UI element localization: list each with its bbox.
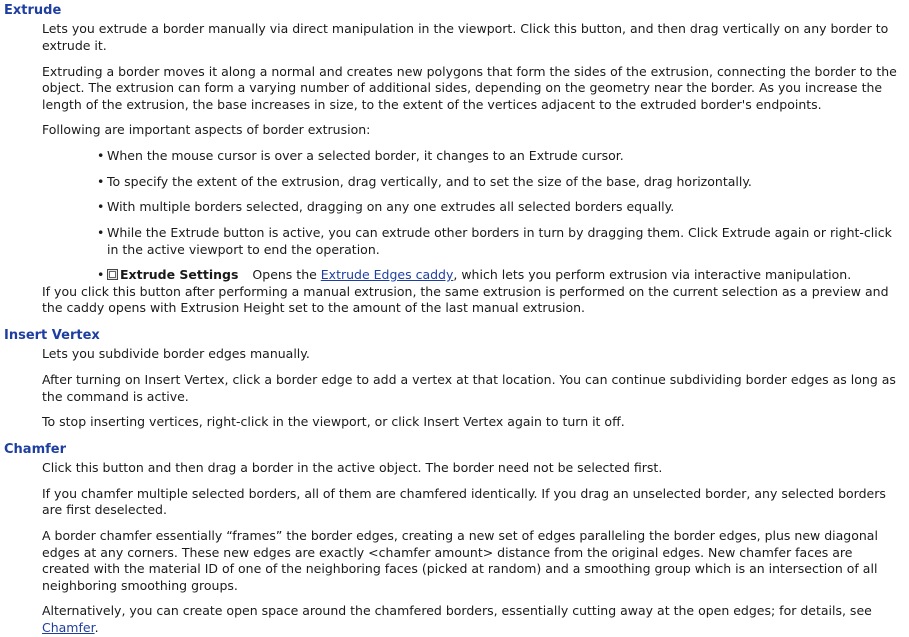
- list-item: [42, 199, 897, 216]
- section-chamfer-content: [42, 460, 897, 637]
- section-insert-vertex: [4, 327, 903, 431]
- list-item-text: To specify the extent of the extrusion, drag vertically, and to set the size of the base, drag horizontally.: [107, 173, 752, 189]
- section-extrude-content: [42, 21, 897, 317]
- paragraph: Following are important aspects of border extrusion:: [42, 122, 371, 138]
- settings-dialog-icon[interactable]: [107, 269, 118, 280]
- list-item-extrude-settings: [42, 267, 897, 284]
- section-heading-insert-vertex: Insert Vertex: [4, 328, 100, 344]
- paragraph: If you chamfer multiple selected borders, all of them are chamfered identically. If you drag an unselected border, any selected borders are first deselected.: [42, 485, 886, 518]
- chamfer-trail-text: .: [94, 620, 99, 636]
- extrude-settings-title: Extrude Settings: [120, 267, 239, 283]
- paragraph: If you click this button after performing a manual extrusion, the same extrusion is performed on the current selection as a preview and the caddy opens with Extrusion Height set to the amount of the last manual extrusion.: [42, 283, 889, 316]
- bullet-list-extrude: [42, 148, 897, 284]
- bullet-icon: •: [97, 148, 105, 164]
- list-item-text: When the mouse cursor is over a selected border, it changes to an Extrude cursor.: [107, 148, 624, 164]
- paragraph: Lets you subdivide border edges manually.: [42, 346, 310, 362]
- extrude-settings-trail: , which lets you perform extrusion via interactive manipulation.: [453, 267, 852, 283]
- extrude-settings-line: [107, 267, 897, 284]
- bullet-icon: •: [97, 267, 105, 283]
- paragraph: Click this button and then drag a border in the active object. The border need not be selected first.: [42, 460, 663, 476]
- bullet-icon: •: [97, 199, 105, 215]
- paragraph: A border chamfer essentially “frames” the border edges, creating a new set of edges paralleling the border edges, plus new diagonal edges at any corners. These new edges are exactly <chamfer amount> distance from the original edges. New chamfer faces are created with the material ID of one of the neighboring faces (picked at random) and a smoothing group which is an intersection of all neighboring smoothing groups.: [42, 527, 878, 593]
- chamfer-link[interactable]: Chamfer: [42, 620, 95, 636]
- list-item: [42, 148, 897, 165]
- section-heading-chamfer: Chamfer: [4, 441, 66, 457]
- list-item-text: With multiple borders selected, dragging on any one extrudes all selected borders equally.: [107, 199, 675, 215]
- paragraph: After turning on Insert Vertex, click a border edge to add a vertex at that location. You can continue subdividing border edges as long as the command is active.: [42, 371, 896, 404]
- bullet-icon: •: [97, 224, 105, 240]
- bullet-icon: •: [97, 173, 105, 189]
- list-item: [42, 174, 897, 191]
- list-item-text: While the Extrude button is active, you can extrude other borders in turn by dragging them. Click Extrude again or right-click in the active viewport to end the operation.: [107, 224, 892, 257]
- section-insert-vertex-content: [42, 346, 897, 431]
- paragraph: To stop inserting vertices, right-click in the viewport, or click Insert Vertex again to turn it off.: [42, 414, 625, 430]
- paragraph: Lets you extrude a border manually via direct manipulation in the viewport. Click this button, and then drag vertically on any border to extrude it.: [42, 21, 889, 53]
- section-chamfer: [4, 441, 903, 637]
- extrude-edges-caddy-link[interactable]: Extrude Edges caddy: [320, 267, 454, 283]
- paragraph: Extruding a border moves it along a normal and creates new polygons that form the sides of the extrusion, connecting the border to the object. The extrusion can form a varying number of additional sides, depending on the geometry near the border. As you increase the length of the extrusion, the base increases in size, to the extent of the vertices adjacent to the extruded border's endpoints.: [42, 63, 897, 112]
- list-item: [42, 225, 897, 258]
- section-heading-extrude: Extrude: [4, 3, 62, 18]
- extrude-settings-lead: Opens the: [252, 267, 321, 283]
- section-extrude: [4, 2, 903, 317]
- chamfer-lead-text: Alternatively, you can create open space around the chamfered borders, essentially cutting away at the open edges; for details, see: [42, 603, 872, 619]
- paragraph-chamfer-link: [42, 603, 897, 636]
